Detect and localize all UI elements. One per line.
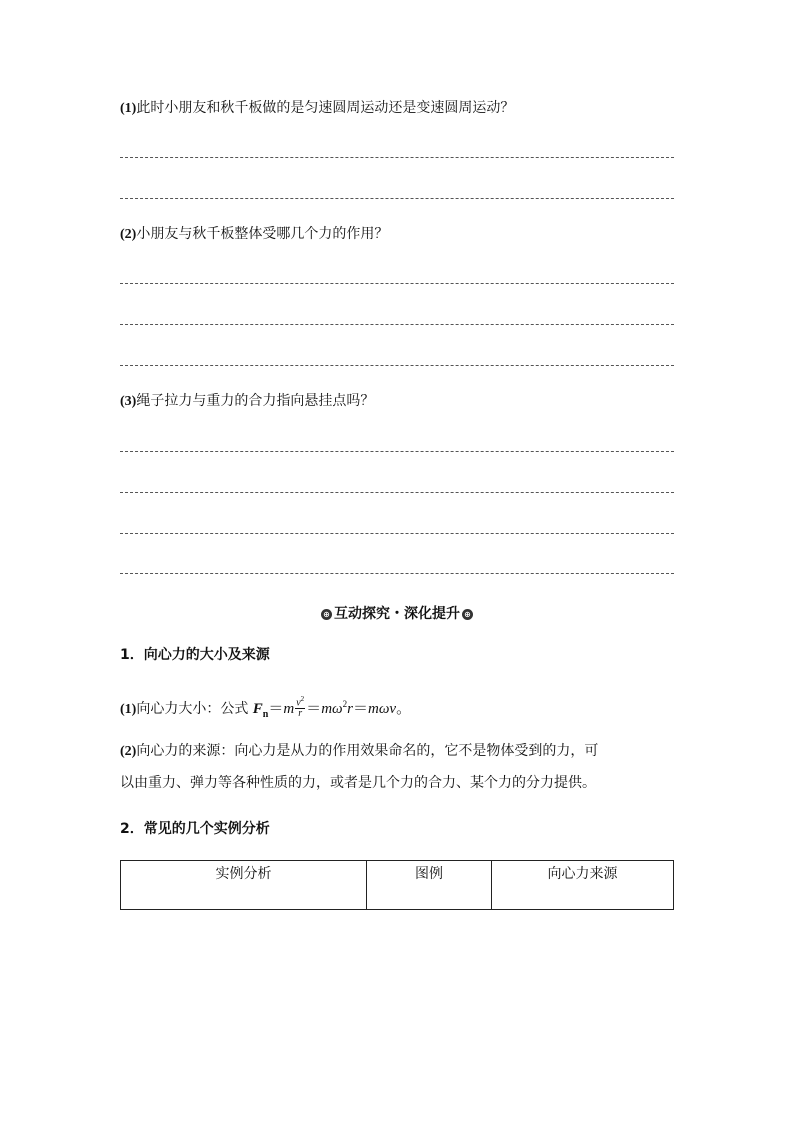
question-2-text: 小朋友与秋千板整体受哪几个力的作用？ xyxy=(136,226,389,242)
topic-2-heading: 2．常见的几个实例分析 xyxy=(120,821,270,837)
topic-1-heading: 1．向心力的大小及来源 xyxy=(120,647,270,663)
answer-line[interactable] xyxy=(120,157,674,158)
formula-fraction: $\frac{v^2}{r}$ xyxy=(296,694,305,720)
item-2-text-line-1: 向心力的来源：向心力是从力的作用效果命名的，它不是物体受到的力，可 xyxy=(136,743,599,759)
answer-line[interactable] xyxy=(120,492,674,493)
answer-line[interactable] xyxy=(120,198,674,199)
ornament-left-icon: ⊕ xyxy=(321,609,332,620)
question-2-number: (2) xyxy=(120,227,137,242)
question-3-text: 绳子拉力与重力的合力指向悬挂点吗？ xyxy=(136,393,375,409)
section-title xyxy=(0,604,794,624)
topic-1-item-2-line-2: 以由重力、弹力等各种性质的力，或者是几个力的合力、某个力的分力提供。 xyxy=(120,775,596,791)
answer-line[interactable] xyxy=(120,451,674,452)
table-header-illustration: 图例 xyxy=(367,861,492,910)
answer-line[interactable] xyxy=(120,533,674,534)
question-3-number: (3) xyxy=(120,394,137,409)
answer-line[interactable] xyxy=(120,324,674,325)
question-3 xyxy=(120,392,374,411)
answer-line[interactable] xyxy=(120,573,674,574)
topic-1-item-2-line-1 xyxy=(120,742,598,761)
question-1 xyxy=(120,99,514,118)
item-1-label: 向心力大小：公式 xyxy=(136,701,249,717)
question-1-text: 此时小朋友和秋千板做的是匀速圆周运动还是变速圆周运动？ xyxy=(136,100,515,116)
item-1-number: (1) xyxy=(120,702,137,717)
answer-line[interactable] xyxy=(120,283,674,284)
ornament-right-icon: ⊕ xyxy=(462,609,473,620)
table-header-example-analysis: 实例分析 xyxy=(121,861,367,910)
question-1-number: (1) xyxy=(120,101,137,116)
examples-table xyxy=(120,860,674,910)
answer-line[interactable] xyxy=(120,365,674,366)
topic-1-item-1 xyxy=(120,695,411,724)
question-2 xyxy=(120,225,388,244)
centripetal-force-formula: $F_n=m$ $\frac{v^2}{r}$ $=m\omega^2r=m\omega v$。 xyxy=(252,694,412,720)
table-header-force-source: 向心力来源 xyxy=(492,861,674,910)
table-header-row xyxy=(121,861,674,910)
item-2-number: (2) xyxy=(120,744,137,759)
section-title-text: 互动探究・深化提升 xyxy=(334,606,460,622)
